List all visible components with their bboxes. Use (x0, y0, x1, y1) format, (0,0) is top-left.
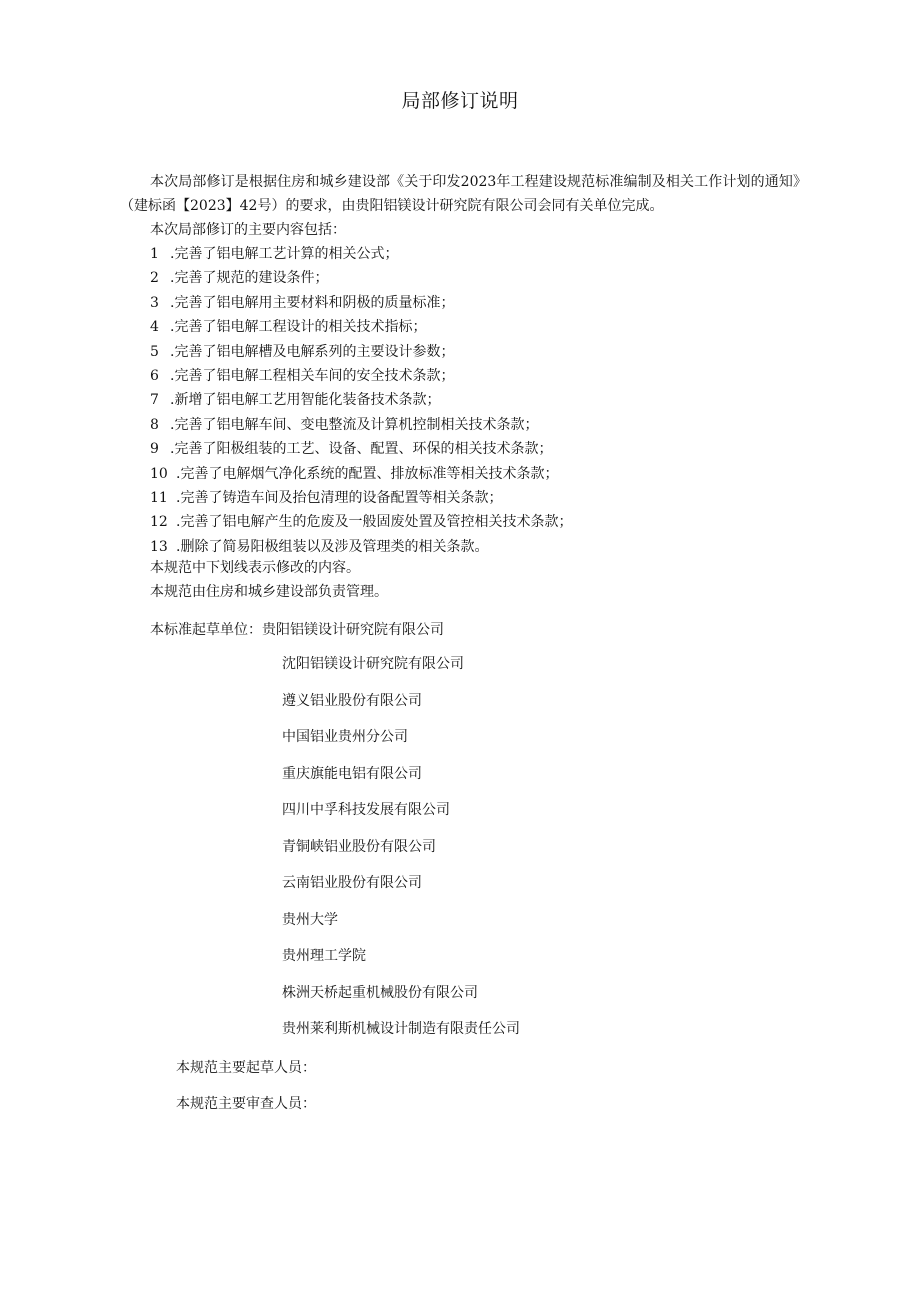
drafting-unit: 中国铝业贵州分公司 (282, 729, 408, 745)
drafting-unit: 株洲天桥起重机械股份有限公司 (282, 984, 478, 1001)
drafting-units-list (282, 652, 520, 1054)
list-item (150, 242, 572, 266)
item-number: 9 (150, 441, 159, 458)
intro-paragraph: 本次局部修订是根据住房和城乡建设部《关于印发2023年工程建设规范标准编制及相关工作计划的通知》（建标函【2023】42号）的要求，由贵阳铝镁设计研究院有限公司会同有关单位完成。 (120, 174, 800, 214)
item-text: .完善了铝电解产生的危废及一般固废处置及管控相关技术条款； (176, 514, 573, 531)
drafting-unit: 贵州大学 (282, 911, 338, 928)
item-number: 7 (150, 392, 159, 409)
item-number: 10 (150, 465, 168, 482)
drafting-unit: 青铜峡铝业股份有限公司 (282, 838, 436, 855)
list-item (150, 486, 572, 510)
item-number: 2 (150, 270, 159, 287)
item-text: .完善了铝电解车间、变电整流及计算机控制相关技术条款； (170, 416, 539, 433)
item-text: .新增了铝电解工艺用智能化装备技术条款； (170, 392, 441, 409)
drafting-unit: 遵义铝业股份有限公司 (282, 692, 422, 709)
item-number: 1 (150, 246, 159, 262)
list-item (150, 510, 572, 534)
drafting-unit: 四川中孚科技发展有限公司 (282, 802, 450, 818)
list-item (150, 291, 572, 315)
item-text: .删除了简易阳极组装以及涉及管理类的相关条款。 (176, 538, 489, 555)
list-item (150, 437, 572, 461)
drafting-unit: 贵州理工学院 (282, 948, 366, 964)
underline-note: 本规范中下划线表示修改的内容。 (150, 560, 360, 576)
list-item (150, 364, 572, 388)
revision-items-list (150, 242, 572, 559)
item-text: .完善了铝电解槽及电解系列的主要设计参数； (170, 343, 455, 360)
drafting-unit: 贵州莱利斯机械设计制造有限责任公司 (282, 1021, 520, 1037)
drafting-units-row (150, 618, 444, 642)
drafting-unit-first: 贵阳铝镁设计研究院有限公司 (262, 622, 444, 638)
item-number: 6 (150, 368, 159, 385)
management-note: 本规范由住房和城乡建设部负责管理。 (150, 584, 388, 600)
item-number: 8 (150, 416, 159, 433)
drafting-unit: 重庆旗能电铝有限公司 (282, 765, 422, 782)
item-text: .完善了铝电解用主要材料和阴极的质量标准； (170, 294, 455, 311)
item-text: .完善了铝电解工程相关车间的安全技术条款； (170, 368, 455, 385)
item-number: 3 (150, 294, 159, 311)
item-number: 5 (150, 343, 159, 360)
item-text: .完善了铝电解工程设计的相关技术指标； (170, 319, 427, 336)
item-text: .完善了铝电解工艺计算的相关公式； (170, 246, 399, 262)
list-item (150, 315, 572, 339)
item-number: 4 (150, 319, 159, 336)
main-content-heading: 本次局部修订的主要内容包括： (150, 222, 346, 238)
list-item (150, 413, 572, 437)
main-reviewers-label: 本规范主要审查人员： (176, 1096, 316, 1112)
list-item (150, 388, 572, 412)
item-text: .完善了规范的建设条件； (170, 270, 329, 287)
main-drafters-label: 本规范主要起草人员： (176, 1060, 316, 1076)
item-number: 11 (150, 490, 168, 507)
page-title: 局部修订说明 (401, 90, 519, 112)
item-text: .完善了阳极组装的工艺、设备、配置、环保的相关技术条款； (170, 441, 553, 458)
drafting-unit: 沈阳铝镁设计研究院有限公司 (282, 656, 464, 672)
item-number: 12 (150, 514, 168, 531)
list-item (150, 266, 572, 290)
drafting-units-label: 本标准起草单位： (150, 622, 262, 638)
list-item (150, 462, 572, 486)
item-text: .完善了电解烟气净化系统的配置、排放标准等相关技术条款； (176, 465, 559, 482)
item-text: .完善了铸造车间及抬包清理的设备配置等相关条款； (176, 490, 503, 507)
item-number: 13 (150, 538, 168, 555)
drafting-unit: 云南铝业股份有限公司 (282, 875, 422, 891)
list-item (150, 340, 572, 364)
